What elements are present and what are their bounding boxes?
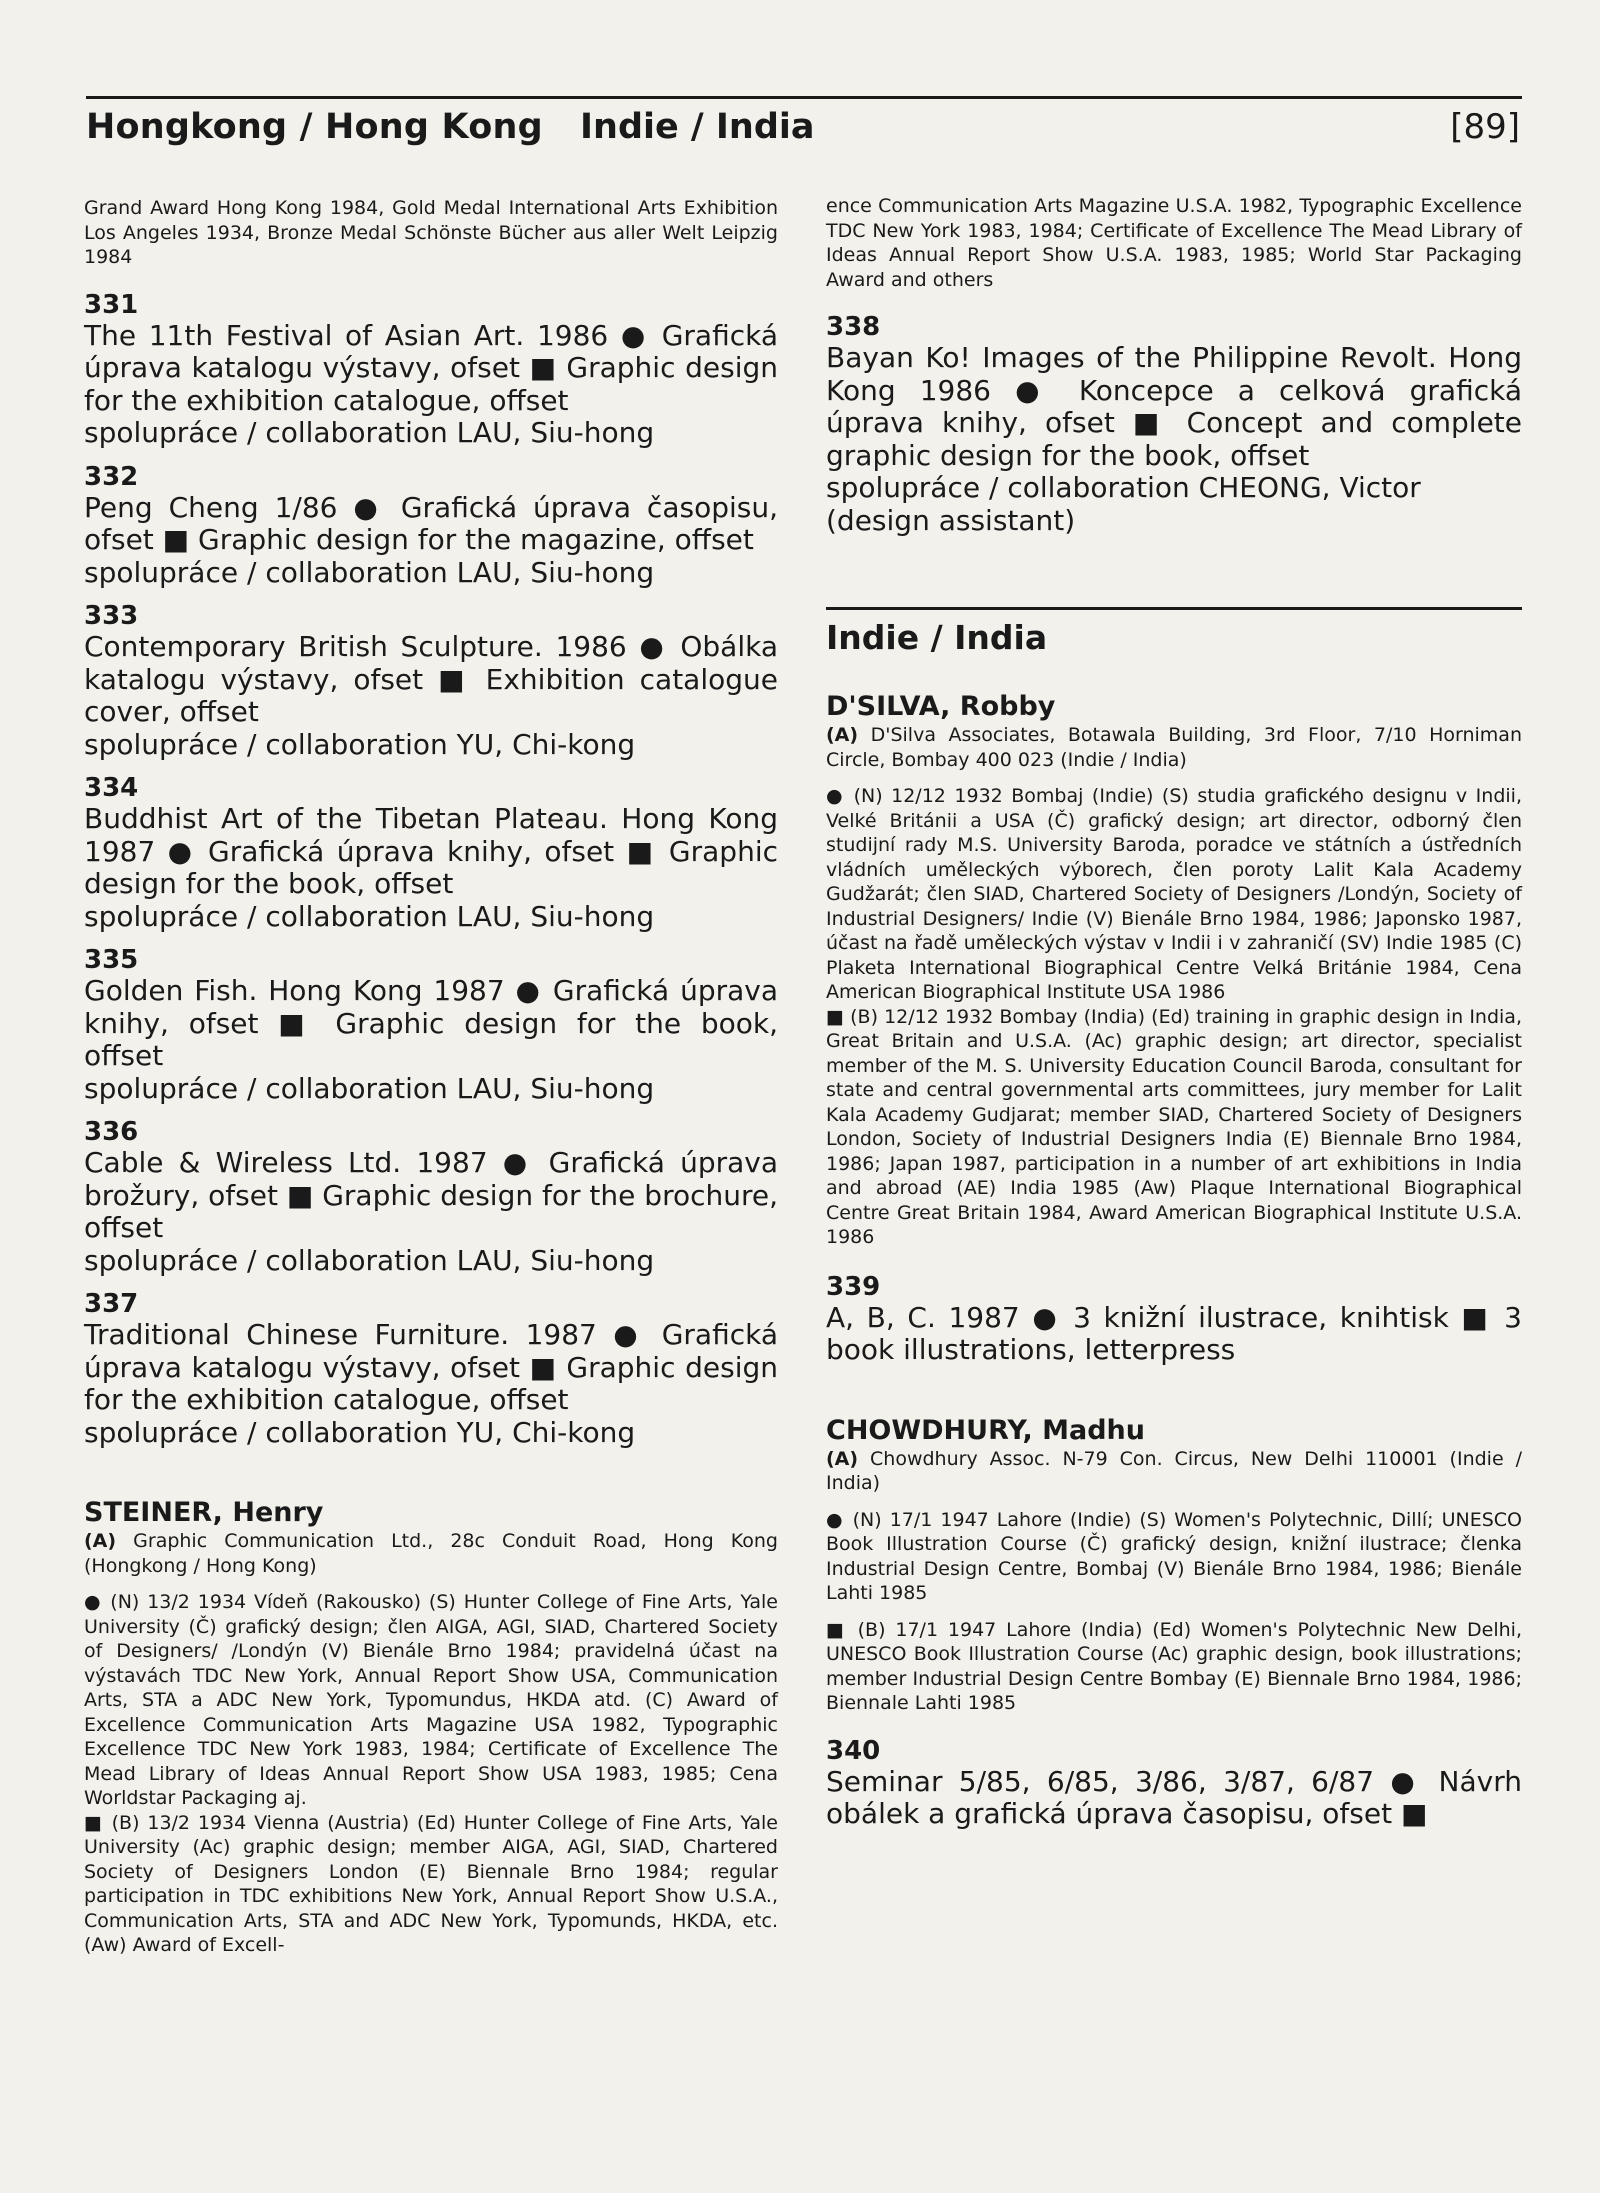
entry-text: Buddhist Art of the Tibetan Plateau. Hong Kong 1987 ● Grafická úprava knihy, ofset ■ Graphic design for the book, offset: [84, 802, 778, 900]
designer-name: STEINER, Henry: [84, 1497, 324, 1528]
right-column: [826, 194, 1522, 1843]
entry-text: Seminar 5/85, 6/85, 3/86, 3/87, 6/87 ● Návrh obálek a grafická úprava časopisu, ofset ■: [826, 1764, 1522, 1830]
bio-english: ■ (B) 17/1 1947 Lahore (India) (Ed) Women's Polytechnic New Delhi, UNESCO Book Illustration Course (Ac) graphic design, book illustrations; member Industrial Design Centre Bombay (E) Biennale Brno 1984, 1986; Biennale Lahti 1985: [826, 1618, 1522, 1714]
entry-333: [84, 601, 778, 761]
entry-number: 331: [84, 289, 139, 320]
designer-name: CHOWDHURY, Madhu: [826, 1414, 1145, 1446]
entry-331: [84, 290, 778, 450]
entry-text: Contemporary British Sculpture. 1986 ● Obálka katalogu výstavy, ofset ■ Exhibition catalogue cover, offset: [84, 630, 778, 728]
entry-number: 334: [84, 773, 139, 803]
page-header: [86, 96, 1522, 149]
continuation-text: ence Communication Arts Magazine U.S.A. 1982, Typographic Excellence TDC New York 1983, 1984; Certificate of Excellence The Mead Library of Ideas Annual Report Show U.S.A. 1983, 1985; World Star Packaging Award and others: [826, 195, 1522, 291]
entry-340: [826, 1736, 1522, 1831]
entry-collab: spolupráce / collaboration YU, Chi-kong: [84, 1415, 636, 1449]
address-text: Chowdhury Assoc. N-79 Con. Circus, New Delhi 110001 (Indie / India): [826, 1447, 1522, 1494]
entry-collab: spolupráce / collaboration YU, Chi-kong: [84, 727, 636, 761]
page-number: [89]: [1450, 107, 1520, 147]
address-text: Graphic Communication Ltd., 28c Conduit Road, Hong Kong (Hongkong / Hong Kong): [84, 1530, 778, 1577]
header-mid-title: Indie / India: [580, 107, 815, 147]
designer-address: [84, 1529, 778, 1578]
entry-number: 340: [826, 1735, 881, 1766]
entry-number: 336: [84, 1117, 139, 1147]
designer-steiner: [84, 1497, 778, 1958]
entry-text: Traditional Chinese Furniture. 1987 ● Grafická úprava katalogu výstavy, ofset ■ Graphic design for the exhibition catalogue, offset: [84, 1318, 778, 1416]
section-title-india: Indie / India: [826, 607, 1522, 657]
entry-332: [84, 462, 778, 590]
entry-number: 333: [84, 601, 139, 631]
left-column: [84, 196, 778, 1958]
entry-number: 332: [84, 461, 139, 492]
entry-collab: spolupráce / collaboration LAU, Siu-hong: [84, 555, 655, 589]
address-text: D'Silva Associates, Botawala Building, 3rd Floor, 7/10 Horniman Circle, Bombay 400 023 (Indie / India): [826, 724, 1522, 771]
designer-address: [826, 723, 1522, 772]
entry-number: 335: [84, 945, 139, 975]
entry-collab: spolupráce / collaboration LAU, Siu-hong: [84, 1071, 655, 1105]
entry-text: A, B, C. 1987 ● 3 knižní ilustrace, knihtisk ■ 3 book illustrations, letterpress: [826, 1300, 1522, 1366]
entry-337: [84, 1289, 778, 1449]
entry-collab: spolupráce / collaboration LAU, Siu-hong: [84, 899, 655, 933]
designer-dsilva: [826, 691, 1522, 1250]
bio-czech: ● (N) 17/1 1947 Lahore (Indie) (S) Women's Polytechnic, Dillí; UNESCO Book Illustration Course (Č) grafický design, knižní ilustrace; členka Industrial Design Centre, Bombaj (V) Bienále Brno 1984, 1986; Bienále Lahti 1985: [826, 1508, 1522, 1604]
entry-number: 339: [826, 1271, 881, 1302]
entry-text: Golden Fish. Hong Kong 1987 ● Grafická úprava knihy, ofset ■ Graphic design for the book, offset: [84, 974, 778, 1072]
bio-english: ■ (B) 13/2 1934 Vienna (Austria) (Ed) Hunter College of Fine Arts, Yale University (Ac) graphic design; member AIGA, AGI, SIAD, Chartered Society of Designers London (E) Biennale Brno 1984; regular participation in TDC exhibitions New York, Annual Report Show U.S.A., Communication Arts, STA and ADC New York, Typomunds, HKDA, etc. (Aw) Award of Excell-: [84, 1811, 778, 1956]
entry-collab: spolupráce / collaboration LAU, Siu-hong: [84, 1243, 655, 1277]
entry-collab: spolupráce / collaboration LAU, Siu-hong: [84, 416, 655, 449]
entry-text: The 11th Festival of Asian Art. 1986 ● Grafická úprava katalogu výstavy, ofset ■ Graphic design for the exhibition catalogue, offset: [84, 318, 778, 417]
entry-text: Peng Cheng 1/86 ● Grafická úprava časopisu, ofset ■ Graphic design for the magazine, offset: [84, 490, 778, 556]
bio-czech: ● (N) 12/12 1932 Bombaj (Indie) (S) studia grafického designu v Indii, Velké Británii a USA (Č) grafický design; art director, odborný člen studijní rady M.S. University Baroda, poradce ve státních a ústředních vládních uměleckých výborech, člen poroty Lalit Kala Academy Gudžarát; člen SIAD, Chartered Society of Designers /Londýn, Society of Industrial Designers/ Indie (V) Bienále Brno 1984, 1986; Japonsko 1987, účast na řadě uměleckých výstav v Indii i v zahraničí (SV) Indie 1985 (C) Plaketa International Biographical Centre Velká Británie 1984, Cena American Biographical Institute USA 1986: [826, 785, 1522, 1003]
address-label: (A): [84, 1530, 117, 1552]
entry-335: [84, 945, 778, 1105]
designer-name: D'SILVA, Robby: [826, 691, 1056, 722]
entry-334: [84, 773, 778, 933]
entry-text: Bayan Ko! Images of the Philippine Revolt. Hong Kong 1986 ● Koncepce a celková grafická úprava knihy, ofset ■ Concept and complete graphic design for the book, offset: [826, 341, 1522, 472]
address-label: (A): [826, 1447, 859, 1470]
entry-collab: spolupráce / collaboration CHEONG, Victor (design assistant): [826, 471, 1421, 537]
entry-number: 338: [826, 312, 881, 342]
bio-czech: ● (N) 13/2 1934 Vídeň (Rakousko) (S) Hunter College of Fine Arts, Yale University (Č) grafický design; člen AIGA, AGI, SIAD, Chartered Society of Designers/ /Londýn (V) Bienále Brno 1984; pravidelná účast na výstavách TDC New York, Annual Report Show USA, Communication Arts, STA a ADC New York, Typomundus, HKDA atd. (C) Award of Excellence Communication Arts Magazine USA 1982, Typographic Excellence TDC New York 1983, 1984; Certificate of Excellence The Mead Library of Ideas Annual Report Show USA 1983, 1985; Cena Worldstar Packaging aj.: [84, 1591, 778, 1809]
entry-339: [826, 1272, 1522, 1367]
entry-number: 337: [84, 1289, 139, 1319]
designer-chowdhury: [826, 1415, 1522, 1716]
header-left-title: Hongkong / Hong Kong: [86, 107, 543, 147]
designer-address: [826, 1447, 1522, 1496]
intro-text: Grand Award Hong Kong 1984, Gold Medal International Arts Exhibition Los Angeles 1934, Bronze Medal Schönste Bücher aus aller Welt Leipzig 1984: [84, 197, 778, 268]
entry-text: Cable & Wireless Ltd. 1987 ● Grafická úprava brožury, ofset ■ Graphic design for the brochure, offset: [84, 1146, 778, 1244]
address-label: (A): [826, 724, 859, 746]
bio-english: ■ (B) 12/12 1932 Bombay (India) (Ed) training in graphic design in India, Great Britain and U.S.A. (Ac) graphic design; art director, specialist member of the M. S. University Education Council Baroda, consultant for state and central governmental arts committees, jury member for Lalit Kala Academy Gudjarat; member SIAD, Chartered Society of Designers London, Society of Industrial Designers India (E) Biennale Brno 1984, 1986; Japan 1987, participation in a number of art exhibitions in India and abroad (AE) India 1985 (Aw) Plaque International Biographical Centre Great Britain 1984, Award American Biographical Institute U.S.A. 1986: [826, 1005, 1522, 1248]
entry-336: [84, 1117, 778, 1277]
entry-338: [826, 312, 1522, 537]
